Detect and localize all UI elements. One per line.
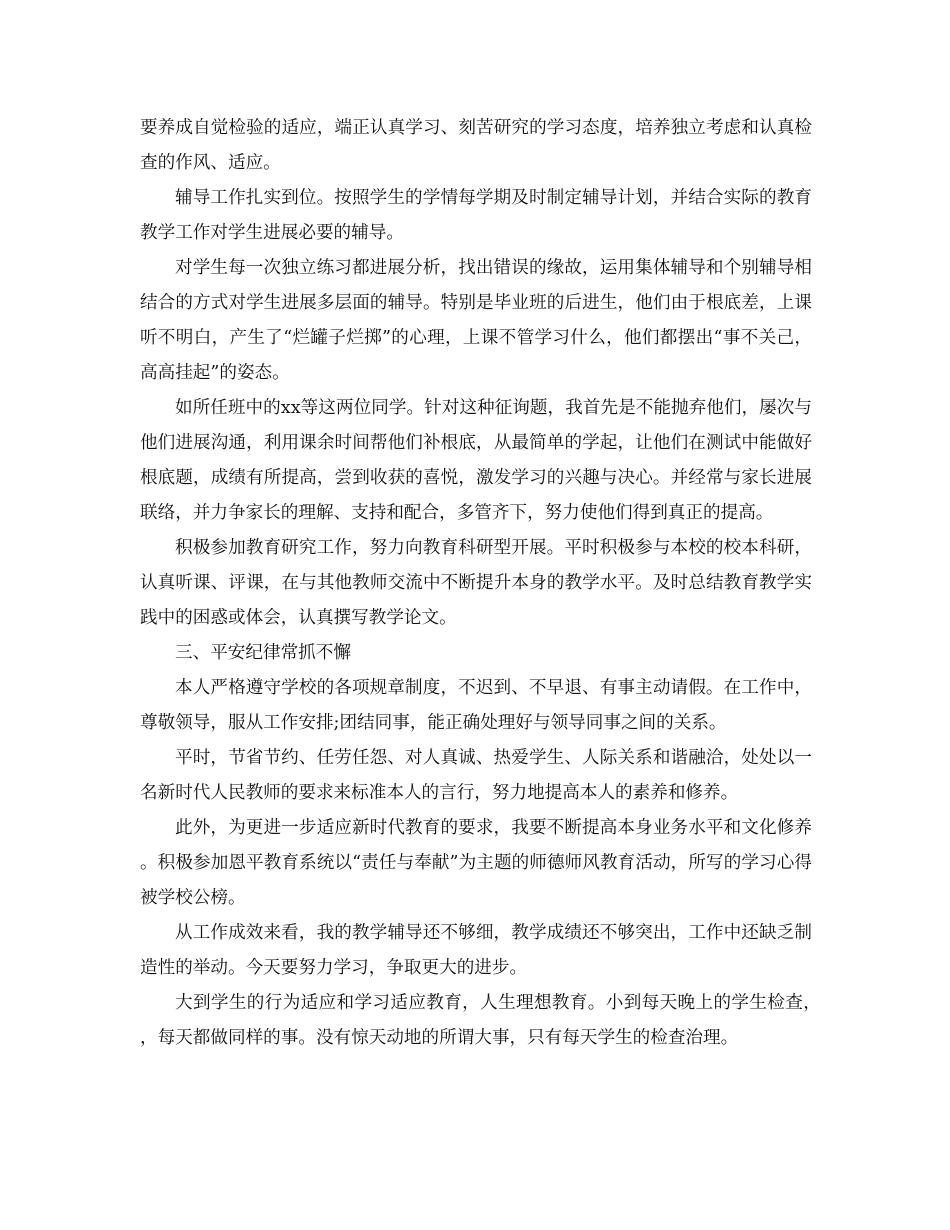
paragraph-7: 平时，节省节约、任劳任怨、对人真诚、热爱学生、人际关系和谐融洽，处处以一名新时代人民教师的要求来标准本人的言行，努力地提高本人的素养和修养。 — [140, 748, 812, 803]
section-heading: 三、平安纪律常抓不懈 — [175, 643, 351, 663]
paragraph-6: 本人严格遵守学校的各项规章制度，不迟到、不早退、有事主动请假。在工作中，尊敬领导，服从工作安排;团结同事，能正确处理好与领导同事之间的关系。 — [140, 678, 812, 733]
paragraph-5: 积极参加教育研究工作，努力向教育科研型开展。平时积极参与本校的校本科研，认真听课、评课，在与其他教师交流中不断提升本身的教学水平。及时总结教育教学实践中的困惑或体会，认真撰写教学论文。 — [140, 538, 812, 628]
document-body — [140, 111, 812, 1056]
paragraph-4: 如所任班中的xx等这两位同学。针对这种征询题，我首先是不能抛弃他们，屡次与他们进展沟通，利用课余时间帮他们补根底，从最简单的学起，让他们在测试中能做好根底题，成绩有所提高，尝到收获的喜悦，激发学习的兴趣与决心。并经常与家长进展联络，并力争家长的理解、支持和配合，多管齐下，努力使他们得到真正的提高。 — [140, 398, 812, 523]
paragraph-1: 要养成自觉检验的适应，端正认真学习、刻苦研究的学习态度，培养独立考虑和认真检查的作风、适应。 — [140, 118, 812, 173]
paragraph-9: 从工作成效来看，我的教学辅导还不够细，教学成绩还不够突出，工作中还缺乏制造性的举动。今天要努力学习，争取更大的进步。 — [140, 923, 812, 978]
paragraph-3: 对学生每一次独立练习都进展分析，找出错误的缘故，运用集体辅导和个别辅导相结合的方式对学生进展多层面的辅导。特别是毕业班的后进生，他们由于根底差，上课听不明白，产生了“烂罐子烂掷”的心理，上课不管学习什么，他们都摆出“事不关己，高高挂起”的姿态。 — [140, 258, 812, 383]
paragraph-2: 辅导工作扎实到位。按照学生的学情每学期及时制定辅导计划，并结合实际的教育教学工作对学生进展必要的辅导。 — [140, 188, 812, 243]
paragraph-10: 大到学生的行为适应和学习适应教育，人生理想教育。小到每天晚上的学生检查，，每天都做同样的事。没有惊天动地的所谓大事，只有每天学生的检查治理。 — [140, 993, 812, 1048]
paragraph-8: 此外，为更进一步适应新时代教育的要求，我要不断提高本身业务水平和文化修养。积极参加恩平教育系统以“责任与奉献”为主题的师德师风教育活动，所写的学习心得被学校公榜。 — [140, 818, 812, 908]
